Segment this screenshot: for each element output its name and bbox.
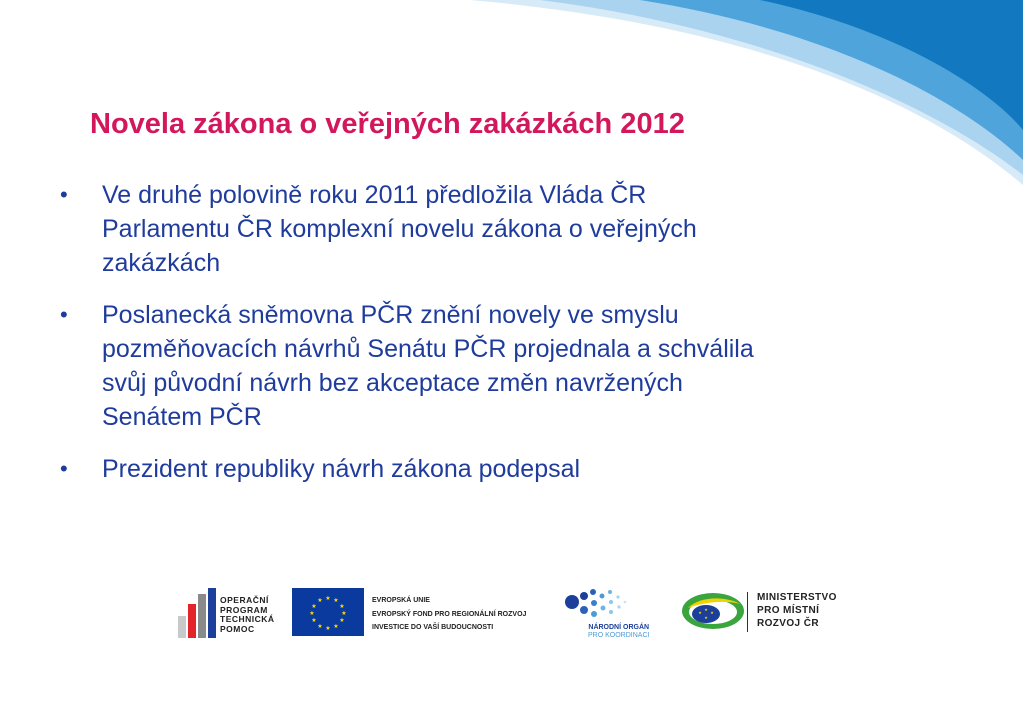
mmr-logo-text <box>757 591 837 630</box>
mmr-emblem-icon <box>680 590 746 632</box>
op-logo-line: POMOC <box>220 623 255 634</box>
op-technicka-pomoc-logo <box>178 588 288 638</box>
svg-text:★: ★ <box>333 597 339 604</box>
bullet-text-line: pozměňovacích návrhů Senátu PČR projednala a schválila <box>102 335 754 363</box>
logo-strip <box>0 580 1023 650</box>
bullet-item <box>60 298 960 434</box>
slide-title: Novela zákona o veřejných zakázkách 2012 <box>90 108 685 140</box>
bullet-text-line: Prezident republiky návrh zákona podepsal <box>102 455 581 483</box>
op-logo-line: PROGRAM <box>220 604 268 615</box>
svg-text:★: ★ <box>309 610 315 617</box>
mmr-divider <box>747 592 748 632</box>
bullet-text-line: zakázkách <box>102 249 221 277</box>
bullet-text-line: Parlamentu ČR komplexní novelu zákona o veřejných <box>102 215 697 243</box>
bullet-text-line: Ve druhé polovině roku 2011 předložila Vláda ČR <box>102 181 647 209</box>
bullet-text-line: Poslanecká sněmovna PČR znění novely ve smyslu <box>102 301 679 329</box>
op-logo-text <box>220 596 275 634</box>
eu-logo-line: INVESTICE DO VAŠÍ BUDOUCNOSTI <box>372 624 494 631</box>
eu-flag-icon <box>292 588 364 636</box>
bullet-item <box>60 452 960 486</box>
mmr-logo-line: PRO MÍSTNÍ <box>757 605 820 616</box>
eu-logo-text <box>372 594 526 635</box>
svg-text:★: ★ <box>704 607 708 612</box>
bullet-marker: • <box>60 456 68 481</box>
op-logo-line: TECHNICKÁ <box>220 614 275 624</box>
narodni-organ-title: NÁRODNÍ ORGÁN <box>588 624 650 631</box>
op-logo-line: OPERAČNÍ <box>220 595 269 605</box>
op-bars-icon <box>178 588 216 638</box>
mmr-logo-line: ROZVOJ ČR <box>757 618 819 629</box>
svg-text:★: ★ <box>317 623 323 630</box>
narodni-organ-text <box>588 624 649 640</box>
svg-text:★: ★ <box>325 625 331 632</box>
svg-text:★: ★ <box>311 603 317 610</box>
svg-text:★: ★ <box>325 595 331 602</box>
svg-text:★: ★ <box>710 610 714 615</box>
bullet-item <box>60 178 960 280</box>
svg-text:★: ★ <box>698 610 702 615</box>
svg-text:★: ★ <box>704 615 708 620</box>
svg-text:★: ★ <box>339 617 345 624</box>
bullet-marker: • <box>60 182 68 207</box>
bullet-text-line: Senátem PČR <box>102 403 262 431</box>
narodni-organ-subtitle: PRO KOORDINACI <box>588 632 650 639</box>
bullet-text-line: svůj původní návrh bez akceptace změn navržených <box>102 369 683 397</box>
bullet-marker: • <box>60 302 68 327</box>
svg-text:★: ★ <box>339 603 345 610</box>
eu-logo-line: EVROPSKÁ UNIE <box>372 597 430 604</box>
svg-text:★: ★ <box>341 610 347 617</box>
eu-logo-line: EVROPSKÝ FOND PRO REGIONÁLNÍ ROZVOJ <box>372 610 527 618</box>
bullet-list <box>60 178 960 504</box>
svg-text:★: ★ <box>311 617 317 624</box>
mmr-logo-line: MINISTERSTVO <box>757 592 837 603</box>
svg-text:★: ★ <box>317 597 323 604</box>
svg-text:★: ★ <box>333 623 339 630</box>
